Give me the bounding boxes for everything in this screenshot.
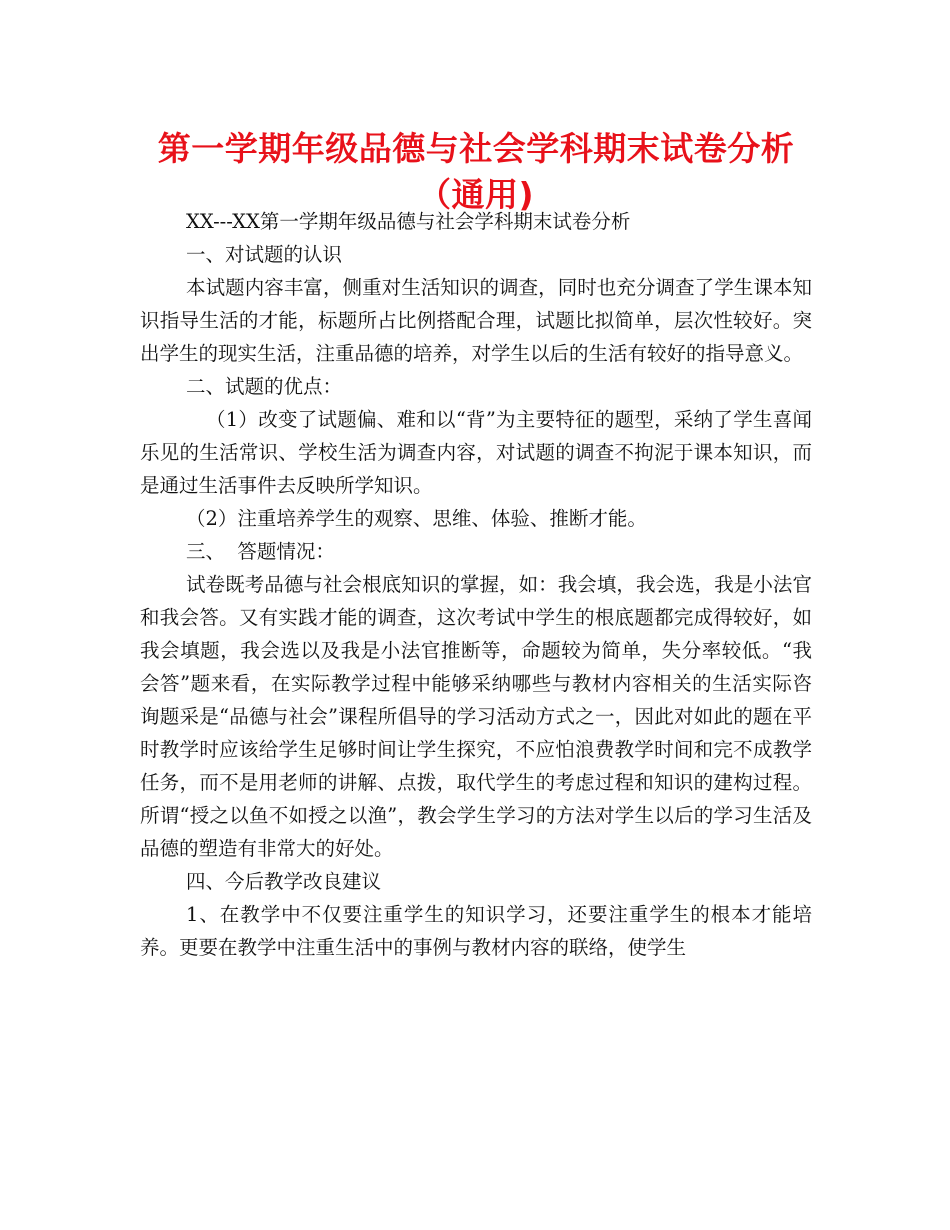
document-title: 第一学期年级品德与社会学科期末试卷分析（通用) bbox=[157, 129, 795, 214]
paragraph-item-1: （1）改变了试题偏、难和以“背”为主要特征的题型，采纳了学生喜闻乐见的生活常识、学校生活为调查内容，对试题的调查不拘泥于课本知识，而是通过生活事件去反映所学知识。 bbox=[140, 408, 812, 497]
document-subtitle: XX---XX第一学期年级品德与社会学科期末试卷分析 bbox=[186, 210, 631, 233]
paragraph-section-4-item-1: 1、在教学中不仅要注重学生的知识学习，还要注重学生的根本才能培养。更要在教学中注重生活中的事例与教材内容的联络，使学生 bbox=[140, 903, 812, 959]
section-heading-3: 三、 答题情况： bbox=[186, 540, 335, 563]
paragraph-section-1: 本试题内容丰富，侧重对生活知识的调查，同时也充分调查了学生课本知识指导生活的才能，标题所占比例搭配合理，试题比拟简单，层次性较好。突出学生的现实生活，注重品德的培养，对学生以后的生活有较好的指导意义。 bbox=[140, 276, 812, 365]
paragraph-item-2: （2）注重培养学生的观察、思维、体验、推断才能。 bbox=[186, 507, 647, 530]
section-heading-4: 四、今后教学改良建议 bbox=[186, 870, 382, 893]
paragraph-section-3: 试卷既考品德与社会根底知识的掌握，如：我会填，我会选，我是小法官和我会答。又有实践才能的调查，这次考试中学生的根底题都完成得较好，如我会填题，我会选以及我是小法官推断等，命题较为简单，失分率较低。“我会答”题来看，在实际教学过程中能够采纳哪些与教材内容相关的生活实际咨询题采是“品德与社会”课程所倡导的学习活动方式之一，因此对如此的题在平时教学时应该给学生足够时间让学生探究，不应怕浪费教学时间和完不成教学任务，而不是用老师的讲解、点拨，取代学生的考虑过程和知识的建构过程。所谓“授之以鱼不如授之以渔”，教会学生学习的方法对学生以后的学习生活及品德的塑造有非常大的好处。 bbox=[140, 573, 812, 860]
section-heading-2: 二、试题的优点： bbox=[186, 375, 343, 398]
section-heading-1: 一、对试题的认识 bbox=[186, 243, 343, 266]
document-body bbox=[140, 205, 812, 964]
